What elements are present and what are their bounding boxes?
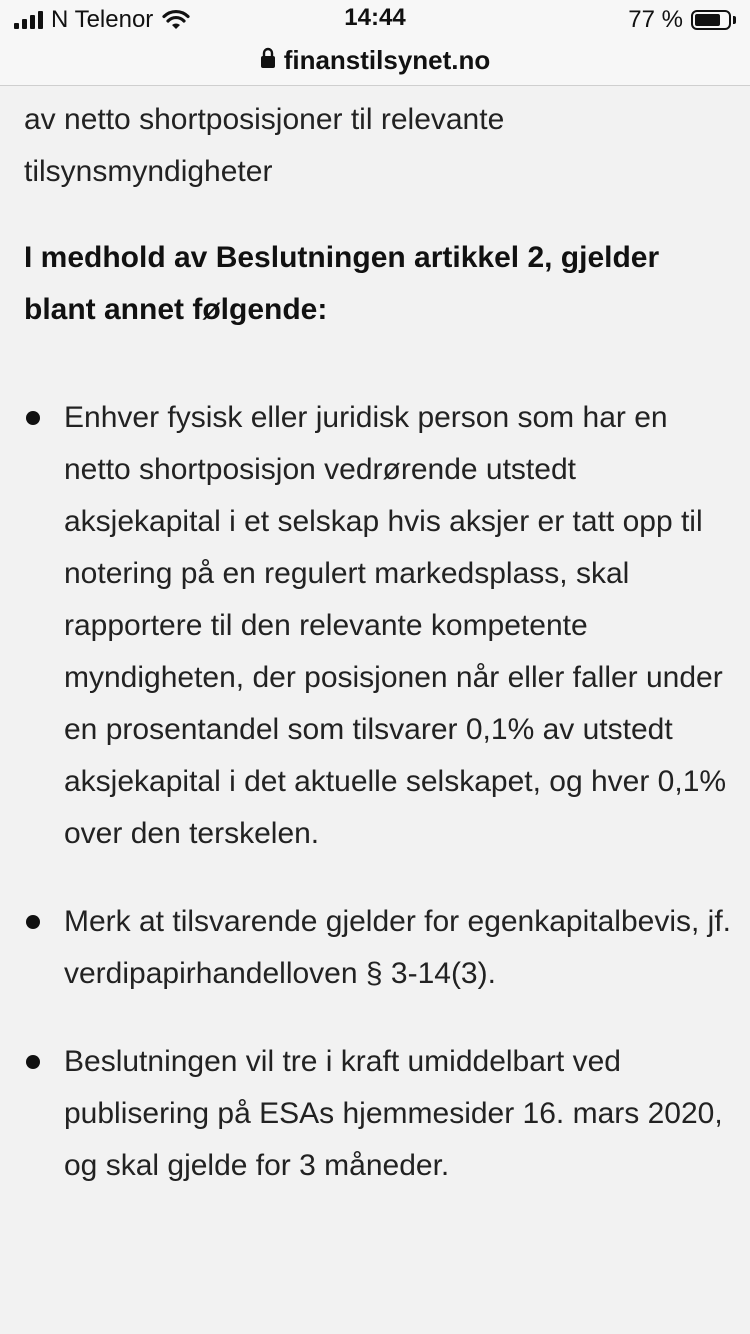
battery-percentage: 77 % (628, 6, 683, 33)
battery-fill (695, 14, 720, 26)
bullet-list (0, 392, 750, 1228)
carrier-name: N Telenor (51, 6, 154, 33)
address-bar[interactable] (0, 40, 750, 86)
page-content (0, 86, 750, 1334)
bullet-icon (26, 915, 40, 929)
intro-paragraph: av netto shortposisjoner til relevante tilsynsmyndigheter (24, 103, 505, 188)
list-item (0, 1036, 750, 1192)
bullet-icon (26, 1055, 40, 1069)
battery-tip (733, 16, 736, 24)
lock-icon (260, 47, 276, 74)
list-item (0, 896, 750, 1000)
bullet-icon (26, 411, 40, 425)
clock: 14:44 (344, 4, 406, 31)
battery-icon (691, 10, 731, 30)
url-text[interactable]: finanstilsynet.no (283, 45, 491, 75)
list-item-text: Enhver fysisk eller juridisk person som har en netto shortposisjon vedrørende utstedt aksjekapital i et selskap hvis aksjer er tatt opp til notering på en regulert markedsplass, skal rapportere til den relevante kompetente myndigheten, der posisjonen når eller faller under en prosentandel som tilsvarer 0,1% av utstedt aksjekapital i det aktuelle selskapet, og hver 0,1% over den terskelen. (64, 401, 727, 850)
list-item (0, 392, 750, 860)
status-right (628, 6, 736, 34)
status-bar (0, 0, 750, 40)
list-item-text: Beslutningen vil tre i kraft umiddelbart ved publisering på ESAs hjemmesider 16. mars 2020, og skal gjelde for 3 måneder. (64, 1045, 723, 1182)
list-item-text: Merk at tilsvarende gjelder for egenkapitalbevis, jf. verdipapirhandelloven § 3-14(3). (64, 905, 732, 990)
section-heading: I medhold av Beslutningen artikkel 2, gjelder blant annet følgende: (24, 241, 660, 326)
